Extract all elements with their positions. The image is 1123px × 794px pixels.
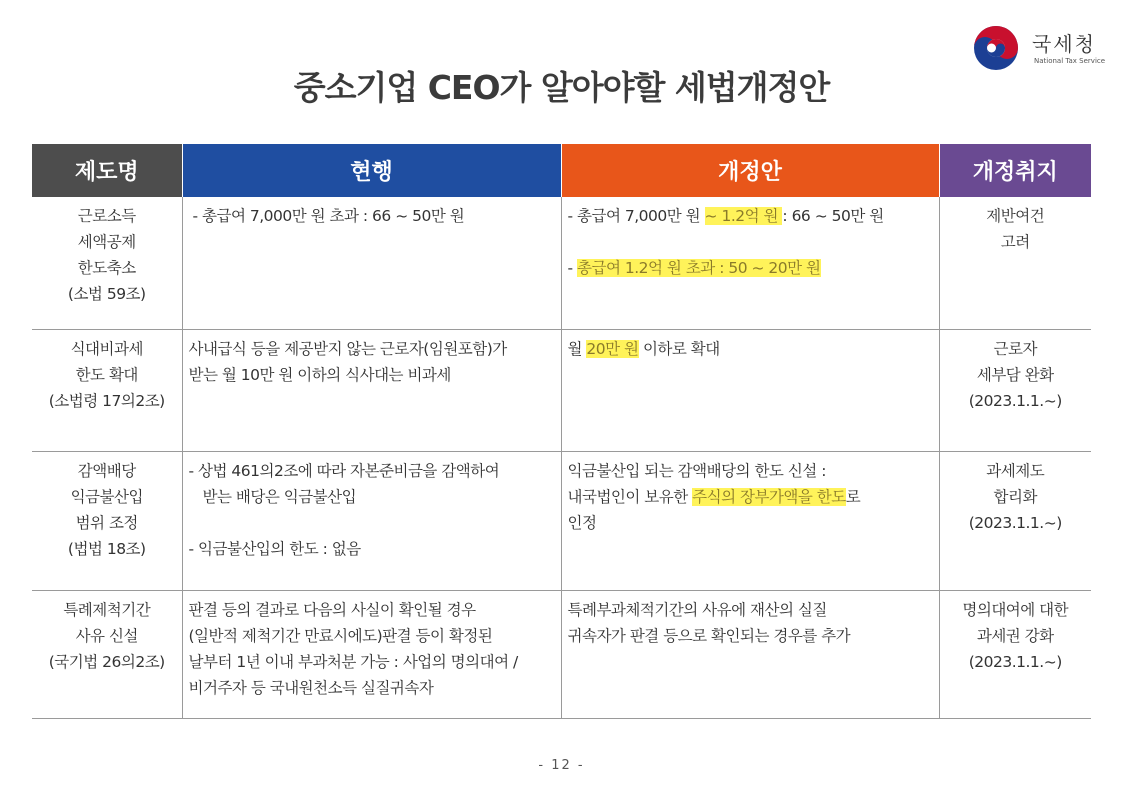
highlight: 주식의 장부가액을 한도 bbox=[692, 487, 846, 506]
page-number: - 12 - bbox=[538, 758, 585, 773]
cell-current: 판결 등의 결과로 다음의 사실이 확인될 경우 (일반적 제척기간 만료시에도)판결 등이 확정된 날부터 1년 이내 부과처분 가능 : 사업의 명의대여 / 비거주자 등 국내원천소득 실질귀속자 bbox=[182, 590, 561, 718]
cell-purpose: 명의대여에 대한 과세권 강화 (2023.1.1.~) bbox=[939, 590, 1091, 718]
table-row bbox=[32, 451, 1091, 590]
header-current: 현행 bbox=[182, 144, 561, 197]
cell-revision: - 총급여 7,000만 원 ~ 1.2억 원 : 66 ~ 50만 원 - 총급여 1.2억 원 초과 : 50 ~ 20만 원 bbox=[561, 197, 939, 329]
cell-current: - 총급여 7,000만 원 초과 : 66 ~ 50만 원 bbox=[182, 197, 561, 329]
header-purpose: 개정취지 bbox=[939, 144, 1091, 197]
header-revision: 개정안 bbox=[561, 144, 939, 197]
highlight: ~ 1.2억 원 bbox=[704, 207, 783, 225]
table-row bbox=[32, 329, 1091, 451]
cell-purpose: 근로자 세부담 완화 (2023.1.1.~) bbox=[939, 329, 1091, 451]
page-title: 중소기업 CEO가 알아야할 세법개정안 bbox=[293, 68, 830, 107]
header-system-name: 제도명 bbox=[32, 144, 182, 197]
cell-purpose: 제반여건 고려 bbox=[939, 197, 1091, 329]
cell-system-name: 식대비과세 한도 확대 (소법령 17의2조) bbox=[32, 329, 182, 451]
cell-current: 사내급식 등을 제공받지 않는 근로자(임원포함)가 받는 월 10만 원 이하의 식사대는 비과세 bbox=[182, 329, 561, 451]
table-row bbox=[32, 197, 1091, 329]
tax-reform-table bbox=[32, 144, 1091, 719]
cell-revision: 월 20만 원 이하로 확대 bbox=[561, 329, 939, 451]
table-header-row bbox=[32, 144, 1091, 197]
table-row bbox=[32, 590, 1091, 718]
cell-current: - 상법 461의2조에 따라 자본준비금을 감액하여 받는 배당은 익금불산입 - 익금불산입의 한도 : 없음 bbox=[182, 451, 561, 590]
logo-english-name: National Tax Service bbox=[1034, 57, 1106, 65]
cell-system-name: 특례제척기간 사유 신설 (국기법 26의2조) bbox=[32, 590, 182, 718]
logo-korean-name: 국세청 bbox=[1032, 32, 1096, 56]
cell-revision: 익금불산입 되는 감액배당의 한도 신설 : 내국법인이 보유한 주식의 장부가액을 한도로 인정 bbox=[561, 451, 939, 590]
cell-system-name: 근로소득 세액공제 한도축소 (소법 59조) bbox=[32, 197, 182, 329]
highlight: 20만 원 bbox=[586, 339, 639, 358]
cell-revision: 특례부과체적기간의 사유에 재산의 실질 귀속자가 판결 등으로 확인되는 경우를 추가 bbox=[561, 590, 939, 718]
highlight: 총급여 1.2억 원 초과 : 50 ~ 20만 원 bbox=[577, 259, 821, 277]
cell-system-name: 감액배당 익금불산입 범위 조정 (법법 18조) bbox=[32, 451, 182, 590]
cell-purpose: 과세제도 합리화 (2023.1.1.~) bbox=[939, 451, 1091, 590]
